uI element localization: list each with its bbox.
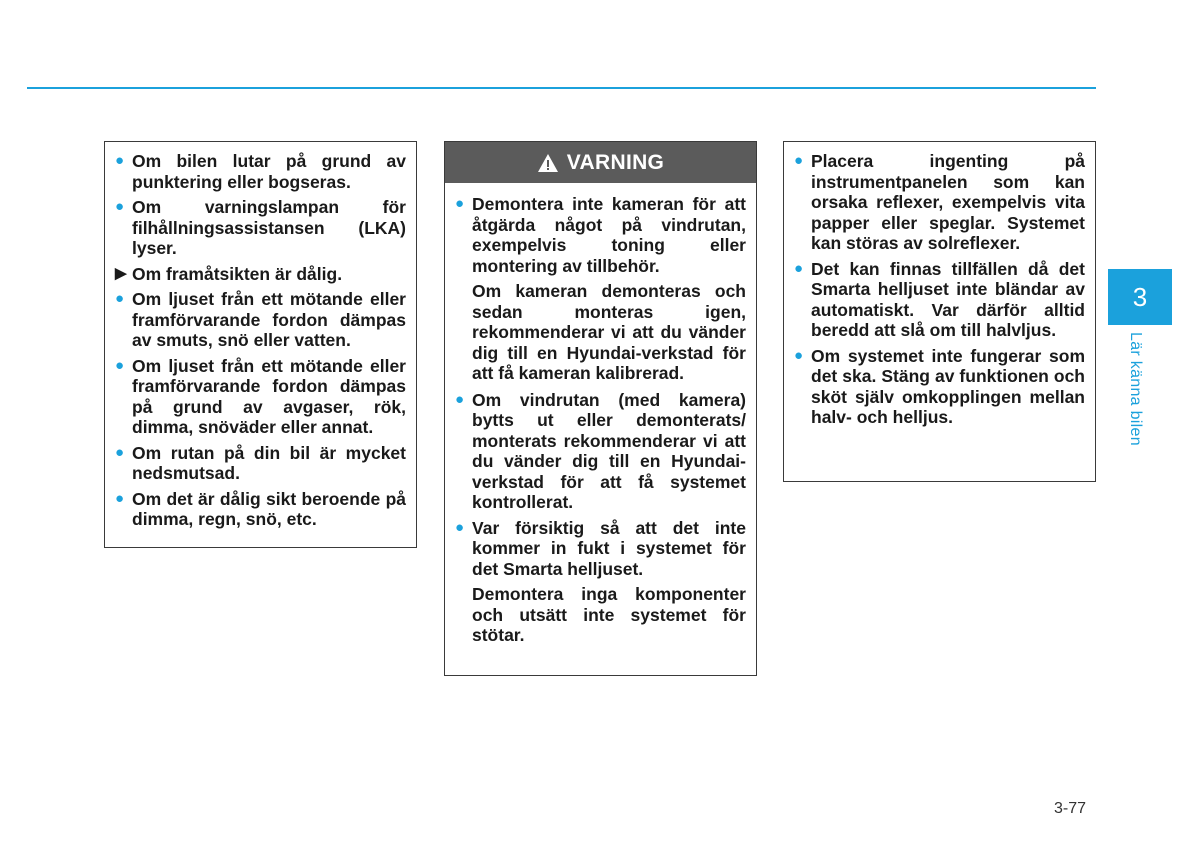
bullet-icon: ●	[115, 356, 125, 374]
warning-box	[444, 141, 757, 676]
list-item: ● Det kan finnas tillfällen då det Smarta helljuset inte bländar av automatiskt. Var därför alltid beredd att slå om till halvljus.	[794, 258, 1085, 340]
warning-body	[445, 183, 756, 646]
list-item: ● Var försiktig så att det inte kommer in fukt i systemet för det Smarta helljuset.	[455, 517, 746, 579]
chapter-tab[interactable]: 3	[1108, 269, 1172, 325]
list-item: ● Om vindrutan (med kamera) bytts ut eller demonterats/ monterats rekommenderar vi att du vänder dig till en Hyundai-verkstad för att få systemet kontrollerat.	[455, 389, 746, 512]
bullet-icon: ●	[794, 259, 804, 277]
paragraph: Om kameran demonteras och sedan monteras igen, rekommenderar vi att du vänder dig till en Hyundai-verkstad för att få kameran kalibrerad.	[472, 281, 746, 383]
top-rule	[27, 87, 1096, 89]
bullet-icon: ●	[794, 152, 804, 169]
list-item: ● Placera ingenting på instrumentpanelen som kan orsaka reflexer, exempelvis vita papper eller speglar. Systemet kan störas av solreflexer.	[794, 151, 1085, 253]
bullet-icon: ●	[794, 346, 804, 364]
bullet-icon: ●	[455, 390, 465, 408]
bullet-icon: ●	[455, 518, 465, 536]
chapter-title: Lär känna bilen	[1127, 332, 1144, 446]
list-item: ● Om bilen lutar på grund av punktering eller bogseras.	[115, 151, 406, 192]
list-item: ● Om ljuset från ett mötande eller framförvarande fordon dämpas av smuts, snö eller vatten.	[115, 289, 406, 350]
list-item: ▶ Om framåtsikten är dålig.	[115, 263, 343, 284]
list-item: ● Om det är dålig sikt beroende på dimma, regn, snö, etc.	[115, 488, 406, 529]
page-number: 3-77	[1054, 800, 1087, 817]
left-text-box	[104, 141, 417, 548]
arrow-right-icon: ▶	[115, 264, 127, 282]
list-item: ● Demontera inte kameran för att åtgärda något på vindrutan, exempelvis toning eller montering av tillbehör.	[455, 194, 746, 276]
bullet-icon: ●	[115, 152, 125, 169]
bullet-icon: ●	[115, 443, 125, 461]
list-item: ● Om rutan på din bil är mycket nedsmutsad.	[115, 442, 406, 483]
bullet-icon: ●	[115, 198, 125, 215]
bullet-icon: ●	[455, 195, 465, 212]
warning-title: VARNING	[566, 150, 665, 174]
paragraph: Demontera inga komponenter och utsätt inte systemet för stötar.	[472, 584, 746, 645]
warning-triangle-icon	[537, 153, 559, 173]
warning-header	[445, 142, 756, 183]
list-item: ● Om systemet inte fungerar som det ska. Stäng av funktionen och sköt själv omkopplingen mellan halv- och helljus.	[794, 345, 1085, 427]
list-item: ● Om varningslampan för filhållningsassistansen (LKA) lyser.	[115, 197, 406, 258]
bullet-icon: ●	[115, 489, 125, 507]
list-item: ● Om ljuset från ett mötande eller framförvarande fordon dämpas på grund av avgaser, rök, dimma, snöväder eller annat.	[115, 355, 406, 437]
right-text-box	[783, 141, 1096, 482]
bullet-icon: ●	[115, 290, 125, 307]
